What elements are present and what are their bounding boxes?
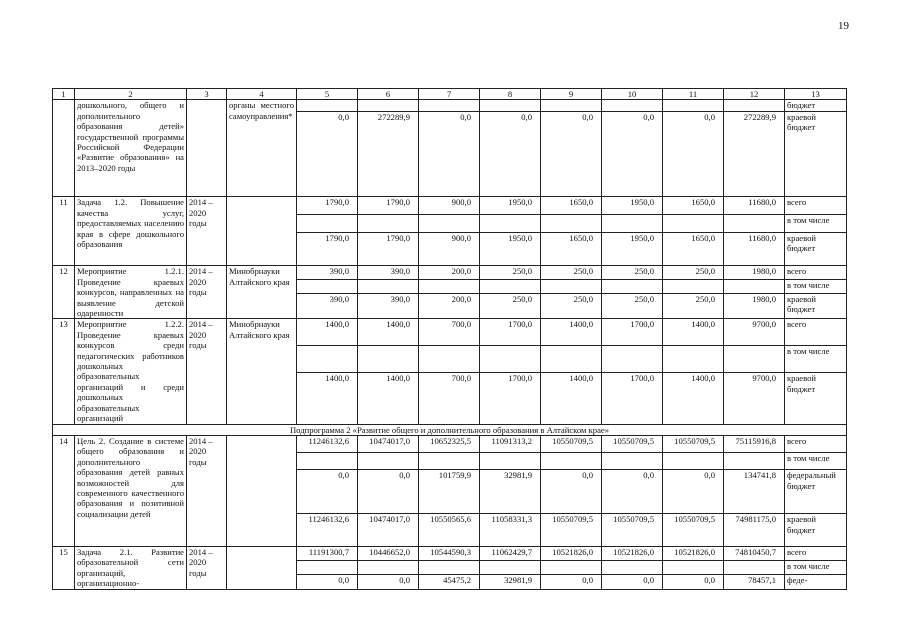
row-period: 2014 – 2020 годы xyxy=(187,319,227,424)
source-label: в том числе xyxy=(785,279,847,293)
value-cell: 1790,0 xyxy=(358,232,419,266)
value-cell: 0,0 xyxy=(663,575,724,589)
row-executor: Минобрнауки Алтайского края xyxy=(227,319,297,424)
source-label: всего xyxy=(785,546,847,560)
subprogram-row xyxy=(53,424,847,435)
header-cell: 8 xyxy=(480,89,541,100)
value-cell: 0,0 xyxy=(663,470,724,514)
value-cell: 134741,8 xyxy=(724,470,785,514)
value-cell: 900,0 xyxy=(419,197,480,215)
header-cell: 5 xyxy=(297,89,358,100)
value-cell: 10474017,0 xyxy=(358,514,419,547)
value-cell: 10550709,5 xyxy=(541,435,602,452)
value-cell: 0,0 xyxy=(297,470,358,514)
row-name: Цель 2. Создание в системе общего образования и дополнительного образования детей равных возможностей для современного качественного образования и позитивной социализации детей xyxy=(75,435,187,546)
table-row xyxy=(53,197,847,215)
header-cell: 10 xyxy=(602,89,663,100)
row-executor xyxy=(227,546,297,589)
header-cell: 13 xyxy=(785,89,847,100)
value-cell: 9700,0 xyxy=(724,373,785,424)
source-label: в том числе xyxy=(785,346,847,373)
table-row xyxy=(53,319,847,346)
row-number: 13 xyxy=(53,319,75,424)
value-cell: 0,0 xyxy=(602,470,663,514)
value-cell: 250,0 xyxy=(480,293,541,319)
value-cell: 10550565,6 xyxy=(419,514,480,547)
value-cell: 11680,0 xyxy=(724,197,785,215)
header-cell: 3 xyxy=(187,89,227,100)
row-name: Задача 2.1. Развитие образовательной сети организаций, организационно- xyxy=(75,546,187,589)
value-cell: 11058331,3 xyxy=(480,514,541,547)
value-cell: 74981175,0 xyxy=(724,514,785,547)
value-cell: 10550709,5 xyxy=(602,514,663,547)
value-cell: 11091313,2 xyxy=(480,435,541,452)
value-cell: 10544590,3 xyxy=(419,546,480,560)
header-row xyxy=(53,89,847,100)
value-cell: 1980,0 xyxy=(724,266,785,280)
value-cell: 1400,0 xyxy=(663,373,724,424)
value-cell: 45475,2 xyxy=(419,575,480,589)
table-row xyxy=(53,100,847,111)
value-cell: 10550709,5 xyxy=(663,435,724,452)
header-cell: 11 xyxy=(663,89,724,100)
header-cell: 7 xyxy=(419,89,480,100)
value-cell: 10550709,5 xyxy=(663,514,724,547)
source-label: всего xyxy=(785,197,847,215)
source-label: в том числе xyxy=(785,453,847,470)
source-label: краевой бюджет xyxy=(785,373,847,424)
value-cell: 9700,0 xyxy=(724,319,785,346)
value-cell: 0,0 xyxy=(297,575,358,589)
value-cell: 101759,9 xyxy=(419,470,480,514)
header-cell: 1 xyxy=(53,89,75,100)
value-cell: 1400,0 xyxy=(663,319,724,346)
value-cell: 272289,9 xyxy=(358,111,419,197)
value-cell: 0,0 xyxy=(541,575,602,589)
value-cell: 250,0 xyxy=(480,266,541,280)
source-label: краевой бюджет xyxy=(785,293,847,319)
row-number: 11 xyxy=(53,197,75,266)
row-number: 12 xyxy=(53,266,75,319)
source-label: бюджет xyxy=(785,100,847,111)
value-cell: 10521826,0 xyxy=(602,546,663,560)
value-cell: 1400,0 xyxy=(297,319,358,346)
value-cell: 0,0 xyxy=(663,111,724,197)
table-row xyxy=(53,435,847,452)
value-cell: 900,0 xyxy=(419,232,480,266)
table-row xyxy=(53,266,847,280)
value-cell: 390,0 xyxy=(297,266,358,280)
value-cell: 10521826,0 xyxy=(663,546,724,560)
value-cell: 10550709,5 xyxy=(602,435,663,452)
row-period: 2014 – 2020 годы xyxy=(187,266,227,319)
row-period: 2014 – 2020 годы xyxy=(187,435,227,546)
value-cell: 1950,0 xyxy=(602,197,663,215)
value-cell: 1790,0 xyxy=(297,197,358,215)
value-cell: 700,0 xyxy=(419,373,480,424)
value-cell: 32981,9 xyxy=(480,470,541,514)
value-cell: 11680,0 xyxy=(724,232,785,266)
value-cell: 1950,0 xyxy=(602,232,663,266)
source-label: феде- xyxy=(785,575,847,589)
source-label: в том числе xyxy=(785,561,847,575)
header-cell: 6 xyxy=(358,89,419,100)
value-cell: 1980,0 xyxy=(724,293,785,319)
value-cell: 1700,0 xyxy=(480,373,541,424)
row-name: Мероприятие 1.2.1. Проведение краевых конкурсов, направленных на выявление детской одаренности xyxy=(75,266,187,319)
value-cell: 11246132,6 xyxy=(297,514,358,547)
row-period: 2014 – 2020 годы xyxy=(187,197,227,266)
value-cell: 250,0 xyxy=(541,293,602,319)
value-cell: 250,0 xyxy=(663,266,724,280)
source-label: всего xyxy=(785,266,847,280)
value-cell: 1700,0 xyxy=(480,319,541,346)
value-cell: 10550709,5 xyxy=(541,514,602,547)
value-cell: 78457,1 xyxy=(724,575,785,589)
header-cell: 4 xyxy=(227,89,297,100)
value-cell: 10521826,0 xyxy=(541,546,602,560)
value-cell: 0,0 xyxy=(358,470,419,514)
value-cell: 0,0 xyxy=(480,111,541,197)
row-period xyxy=(187,100,227,197)
value-cell: 1650,0 xyxy=(541,197,602,215)
header-cell: 2 xyxy=(75,89,187,100)
header-cell: 12 xyxy=(724,89,785,100)
value-cell: 10474017,0 xyxy=(358,435,419,452)
value-cell: 1400,0 xyxy=(358,319,419,346)
table-row xyxy=(53,546,847,560)
row-name: дошкольного, общего и дополнительного образования детей» государственной программы Российской Федерации «Развитие образования» на 2013–2020 годы xyxy=(75,100,187,197)
value-cell: 390,0 xyxy=(358,266,419,280)
value-cell: 1400,0 xyxy=(541,319,602,346)
source-label: краевой бюджет xyxy=(785,111,847,197)
value-cell: 1700,0 xyxy=(602,319,663,346)
value-cell: 1650,0 xyxy=(663,232,724,266)
value-cell: 700,0 xyxy=(419,319,480,346)
value-cell: 272289,9 xyxy=(724,111,785,197)
value-cell: 0,0 xyxy=(541,111,602,197)
value-cell: 250,0 xyxy=(602,266,663,280)
budget-table xyxy=(52,88,847,590)
value-cell: 1790,0 xyxy=(358,197,419,215)
value-cell: 11062429,7 xyxy=(480,546,541,560)
value-cell: 10652325,5 xyxy=(419,435,480,452)
row-number: 14 xyxy=(53,435,75,546)
row-executor xyxy=(227,435,297,546)
value-cell: 0,0 xyxy=(602,575,663,589)
page-number: 19 xyxy=(838,20,849,32)
value-cell: 250,0 xyxy=(602,293,663,319)
value-cell: 1400,0 xyxy=(297,373,358,424)
header-cell: 9 xyxy=(541,89,602,100)
value-cell: 1790,0 xyxy=(297,232,358,266)
value-cell: 1650,0 xyxy=(663,197,724,215)
value-cell: 0,0 xyxy=(297,111,358,197)
value-cell: 200,0 xyxy=(419,266,480,280)
value-cell: 1400,0 xyxy=(358,373,419,424)
value-cell: 0,0 xyxy=(541,470,602,514)
value-cell: 11246132,6 xyxy=(297,435,358,452)
value-cell: 1950,0 xyxy=(480,197,541,215)
value-cell: 11191300,7 xyxy=(297,546,358,560)
value-cell: 10446652,0 xyxy=(358,546,419,560)
subprogram-title: Подпрограмма 2 «Развитие общего и дополнительного образования в Алтайском крае» xyxy=(53,424,847,435)
row-executor: Минобрнауки Алтайского края xyxy=(227,266,297,319)
value-cell: 390,0 xyxy=(297,293,358,319)
source-label: краевой бюджет xyxy=(785,232,847,266)
value-cell: 200,0 xyxy=(419,293,480,319)
source-label: федеральный бюджет xyxy=(785,470,847,514)
row-period: 2014 – 2020 годы xyxy=(187,546,227,589)
value-cell: 1650,0 xyxy=(541,232,602,266)
value-cell: 390,0 xyxy=(358,293,419,319)
source-label: всего xyxy=(785,435,847,452)
value-cell: 1950,0 xyxy=(480,232,541,266)
value-cell: 0,0 xyxy=(419,111,480,197)
value-cell: 32981,9 xyxy=(480,575,541,589)
row-number xyxy=(53,100,75,197)
source-label: краевой бюджет xyxy=(785,514,847,547)
value-cell: 75115916,8 xyxy=(724,435,785,452)
value-cell: 0,0 xyxy=(358,575,419,589)
value-cell: 0,0 xyxy=(602,111,663,197)
value-cell: 1400,0 xyxy=(541,373,602,424)
row-executor xyxy=(227,197,297,266)
row-name: Задача 1.2. Повышение качества услуг, предоставляемых населению края в сфере дошкольного образования xyxy=(75,197,187,266)
row-name: Мероприятие 1.2.2. Проведение краевых конкурсов среди педагогических работников дошкольных образовательных организаций и среди дошкольных образовательных организаций xyxy=(75,319,187,424)
source-label: всего xyxy=(785,319,847,346)
value-cell: 1700,0 xyxy=(602,373,663,424)
row-executor: органы местного самоуправления* xyxy=(227,100,297,197)
value-cell: 250,0 xyxy=(541,266,602,280)
value-cell: 74810450,7 xyxy=(724,546,785,560)
row-number: 15 xyxy=(53,546,75,589)
source-label: в том числе xyxy=(785,215,847,233)
value-cell: 250,0 xyxy=(663,293,724,319)
